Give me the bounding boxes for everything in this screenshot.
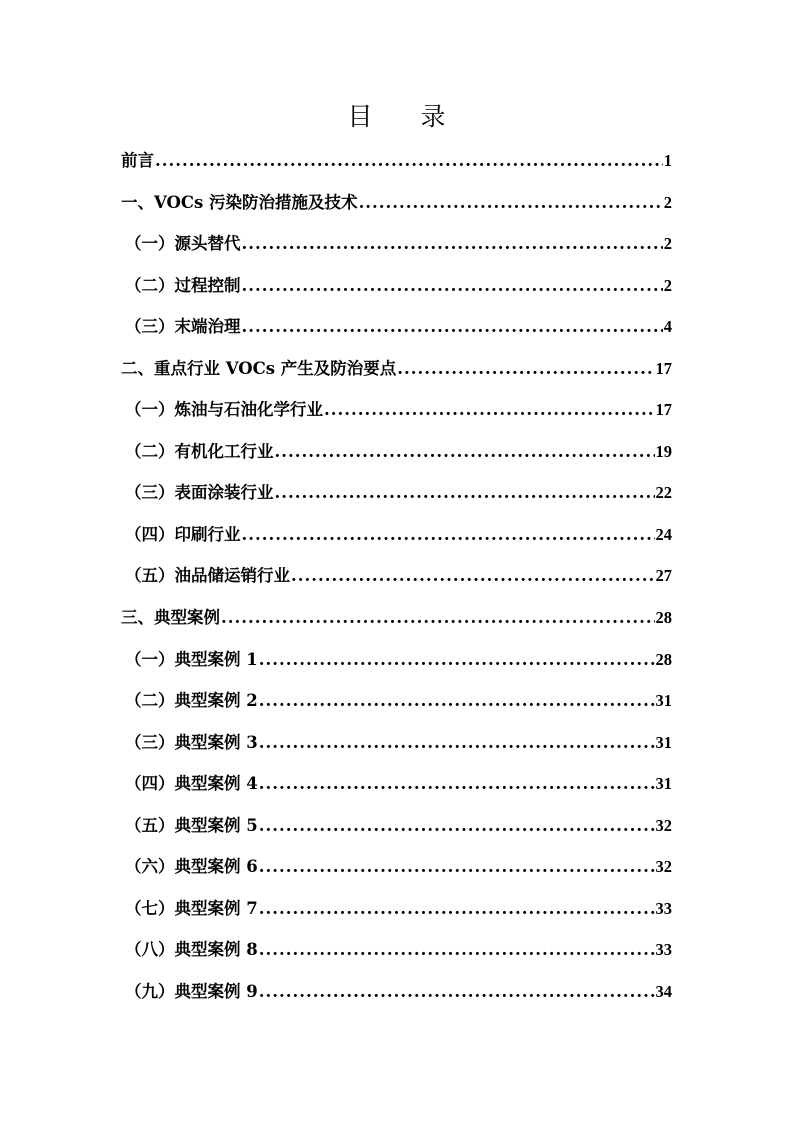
toc-dot-leader [259, 971, 655, 1013]
toc-entry-page-number: 17 [655, 358, 672, 378]
toc-entry-label: （三）表面涂装行业 [125, 483, 274, 503]
toc-entry[interactable] [121, 223, 672, 265]
toc-entry-page-number: 32 [655, 857, 672, 877]
toc-list [121, 140, 672, 1012]
toc-entry[interactable] [121, 140, 672, 182]
toc-entry[interactable] [121, 182, 672, 224]
toc-entry-page-number: 31 [655, 732, 672, 752]
toc-entry-page-number: 2 [663, 275, 672, 295]
toc-entry-label: （六）典型案例 6 [125, 857, 258, 877]
toc-dot-leader [259, 722, 655, 764]
toc-dot-leader [242, 223, 663, 265]
toc-entry-label: 前言 [121, 151, 154, 170]
toc-dot-leader [242, 514, 655, 556]
toc-dot-leader [259, 805, 655, 847]
toc-entry-page-number: 27 [655, 566, 672, 586]
toc-dot-leader [259, 763, 655, 805]
toc-entry-label: 一、VOCs 污染防治措施及技术 [121, 192, 358, 212]
toc-entry-page-number: 2 [663, 192, 672, 212]
toc-dot-leader [259, 846, 655, 888]
toc-entry[interactable] [121, 680, 672, 722]
toc-entry-page-number: 32 [655, 815, 672, 835]
toc-entry-page-number: 31 [655, 774, 672, 794]
toc-entry-label: （三）末端治理 [125, 317, 241, 337]
toc-entry-label: （二）有机化工行业 [125, 441, 274, 461]
toc-entry-label: （一）典型案例 1 [125, 649, 258, 669]
toc-entry[interactable] [121, 971, 672, 1013]
toc-entry[interactable] [121, 597, 672, 639]
toc-entry-page-number: 33 [655, 898, 672, 918]
toc-dot-leader [275, 472, 655, 514]
toc-entry-label: （八）典型案例 8 [125, 940, 258, 960]
toc-entry-page-number: 4 [663, 317, 672, 337]
toc-dot-leader [397, 348, 654, 390]
toc-entry-label: （三）典型案例 3 [125, 732, 258, 752]
toc-dot-leader [275, 431, 655, 473]
toc-entry-label: （二）典型案例 2 [125, 691, 258, 711]
toc-dot-leader [242, 265, 663, 307]
toc-entry[interactable] [121, 348, 672, 390]
toc-entry[interactable] [121, 389, 672, 431]
toc-entry[interactable] [121, 265, 672, 307]
toc-dot-leader [259, 888, 655, 930]
toc-entry-page-number: 22 [655, 483, 672, 503]
toc-dot-leader [242, 306, 663, 348]
toc-dot-leader [259, 639, 655, 681]
toc-dot-leader [259, 680, 655, 722]
toc-entry-label: （一）炼油与石油化学行业 [125, 400, 323, 420]
toc-dot-leader [259, 929, 655, 971]
toc-dot-leader [359, 182, 663, 224]
toc-entry-page-number: 2 [663, 234, 672, 254]
toc-entry-label: （四）典型案例 4 [125, 774, 258, 794]
toc-dot-leader [155, 140, 663, 182]
toc-entry-label: 三、典型案例 [121, 608, 220, 628]
toc-entry-page-number: 34 [655, 981, 672, 1001]
toc-dot-leader [291, 555, 655, 597]
toc-title: 目 录 [347, 102, 466, 131]
toc-entry-page-number: 24 [655, 524, 672, 544]
toc-entry-label: （五）油品储运销行业 [125, 566, 290, 586]
toc-entry-label: （九）典型案例 9 [125, 981, 258, 1001]
toc-entry[interactable] [121, 472, 672, 514]
toc-entry[interactable] [121, 431, 672, 473]
toc-entry[interactable] [121, 763, 672, 805]
toc-entry[interactable] [121, 639, 672, 681]
toc-entry[interactable] [121, 306, 672, 348]
toc-dot-leader [221, 597, 655, 639]
toc-entry[interactable] [121, 888, 672, 930]
toc-entry-label: （四）印刷行业 [125, 524, 241, 544]
toc-entry-page-number: 19 [655, 441, 672, 461]
toc-entry-label: （七）典型案例 7 [125, 898, 258, 918]
toc-entry-page-number: 17 [655, 400, 672, 420]
toc-entry-label: 二、重点行业 VOCs 产生及防治要点 [121, 358, 397, 378]
toc-entry-page-number: 33 [655, 940, 672, 960]
toc-entry-page-number: 28 [655, 608, 672, 628]
toc-entry[interactable] [121, 514, 672, 556]
toc-entry-page-number: 1 [663, 151, 672, 170]
toc-entry[interactable] [121, 929, 672, 971]
toc-entry[interactable] [121, 722, 672, 764]
toc-entry-label: （一）源头替代 [125, 234, 241, 254]
toc-entry[interactable] [121, 555, 672, 597]
toc-dot-leader [324, 389, 655, 431]
toc-entry-page-number: 28 [655, 649, 672, 669]
toc-entry-label: （二）过程控制 [125, 275, 241, 295]
toc-entry[interactable] [121, 846, 672, 888]
toc-entry[interactable] [121, 805, 672, 847]
toc-entry-label: （五）典型案例 5 [125, 815, 258, 835]
toc-entry-page-number: 31 [655, 691, 672, 711]
